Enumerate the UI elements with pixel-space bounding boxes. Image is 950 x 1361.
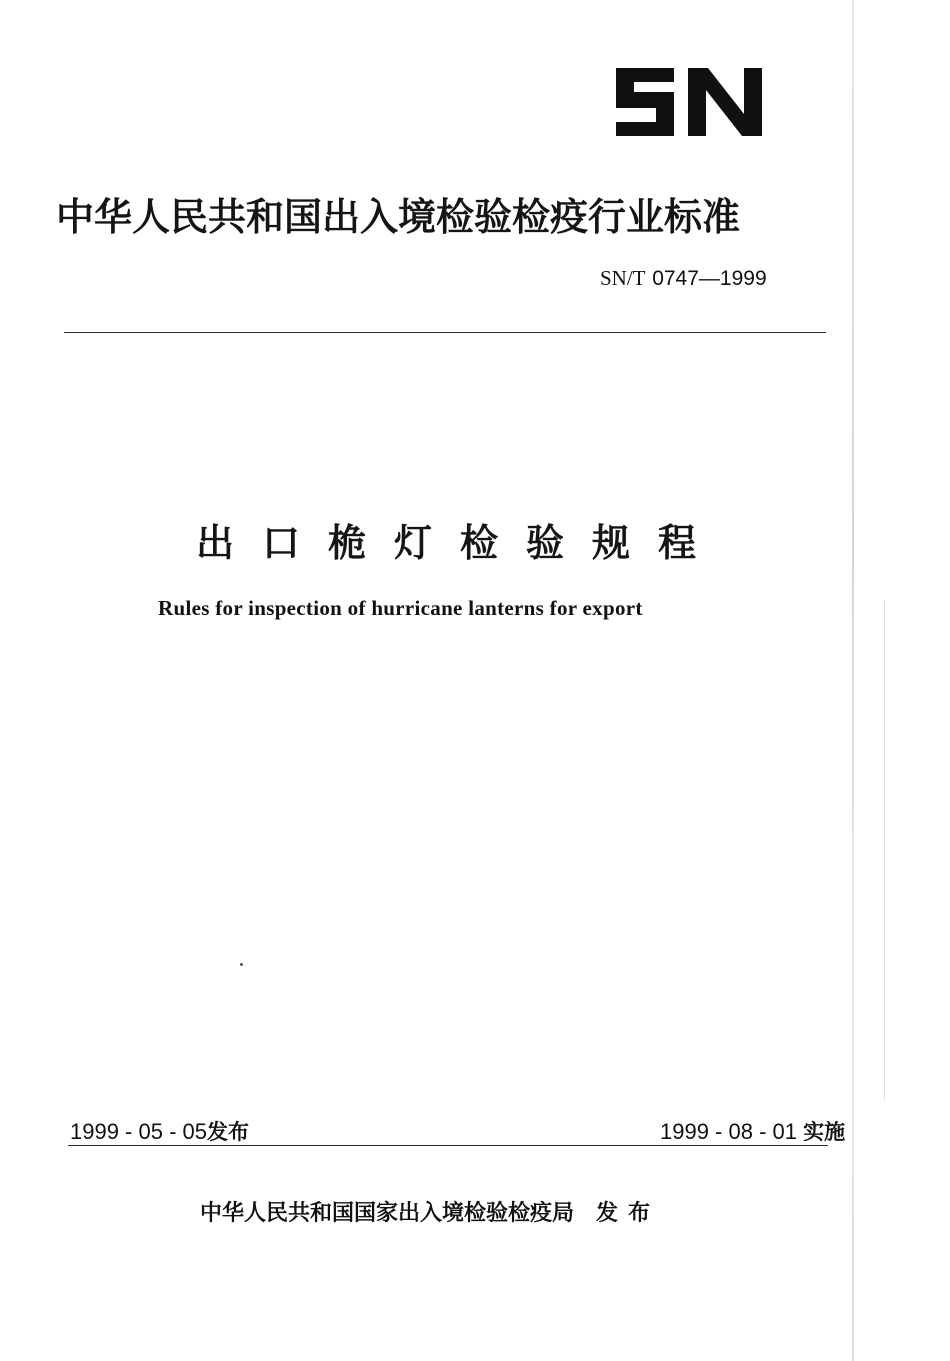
publish-label: 发布 (596, 1201, 661, 1226)
standard-code: 0747—1999 (652, 267, 767, 290)
issue-date-label: 发布 (206, 1120, 249, 1144)
bottom-divider (68, 1145, 828, 1146)
publisher-line (200, 1196, 660, 1227)
implementation-date-label: 实施 (803, 1120, 846, 1144)
scan-edge-line-secondary (884, 600, 885, 1100)
implementation-date (660, 1116, 845, 1146)
implementation-date-value: 1999 - 08 - 01 (660, 1119, 797, 1144)
publisher-name: 中华人民共和国国家出入境检验检疫局 (200, 1201, 575, 1226)
standard-number (600, 266, 767, 291)
issue-date (70, 1116, 249, 1146)
issue-date-value: 1999 - 05 - 05 (70, 1119, 207, 1144)
chinese-title: 出口桅灯检验规程 (196, 521, 725, 565)
top-divider (64, 332, 826, 333)
scan-edge-line (852, 0, 854, 1361)
sn-standard-logo (612, 56, 768, 140)
english-title: Rules for inspection of hurricane lanterns for export (158, 596, 643, 620)
standard-prefix: SN/T (600, 266, 646, 290)
agency-standard-title: 中华人民共和国出入境检验检疫行业标准 (56, 195, 741, 239)
scan-speck (240, 963, 243, 966)
